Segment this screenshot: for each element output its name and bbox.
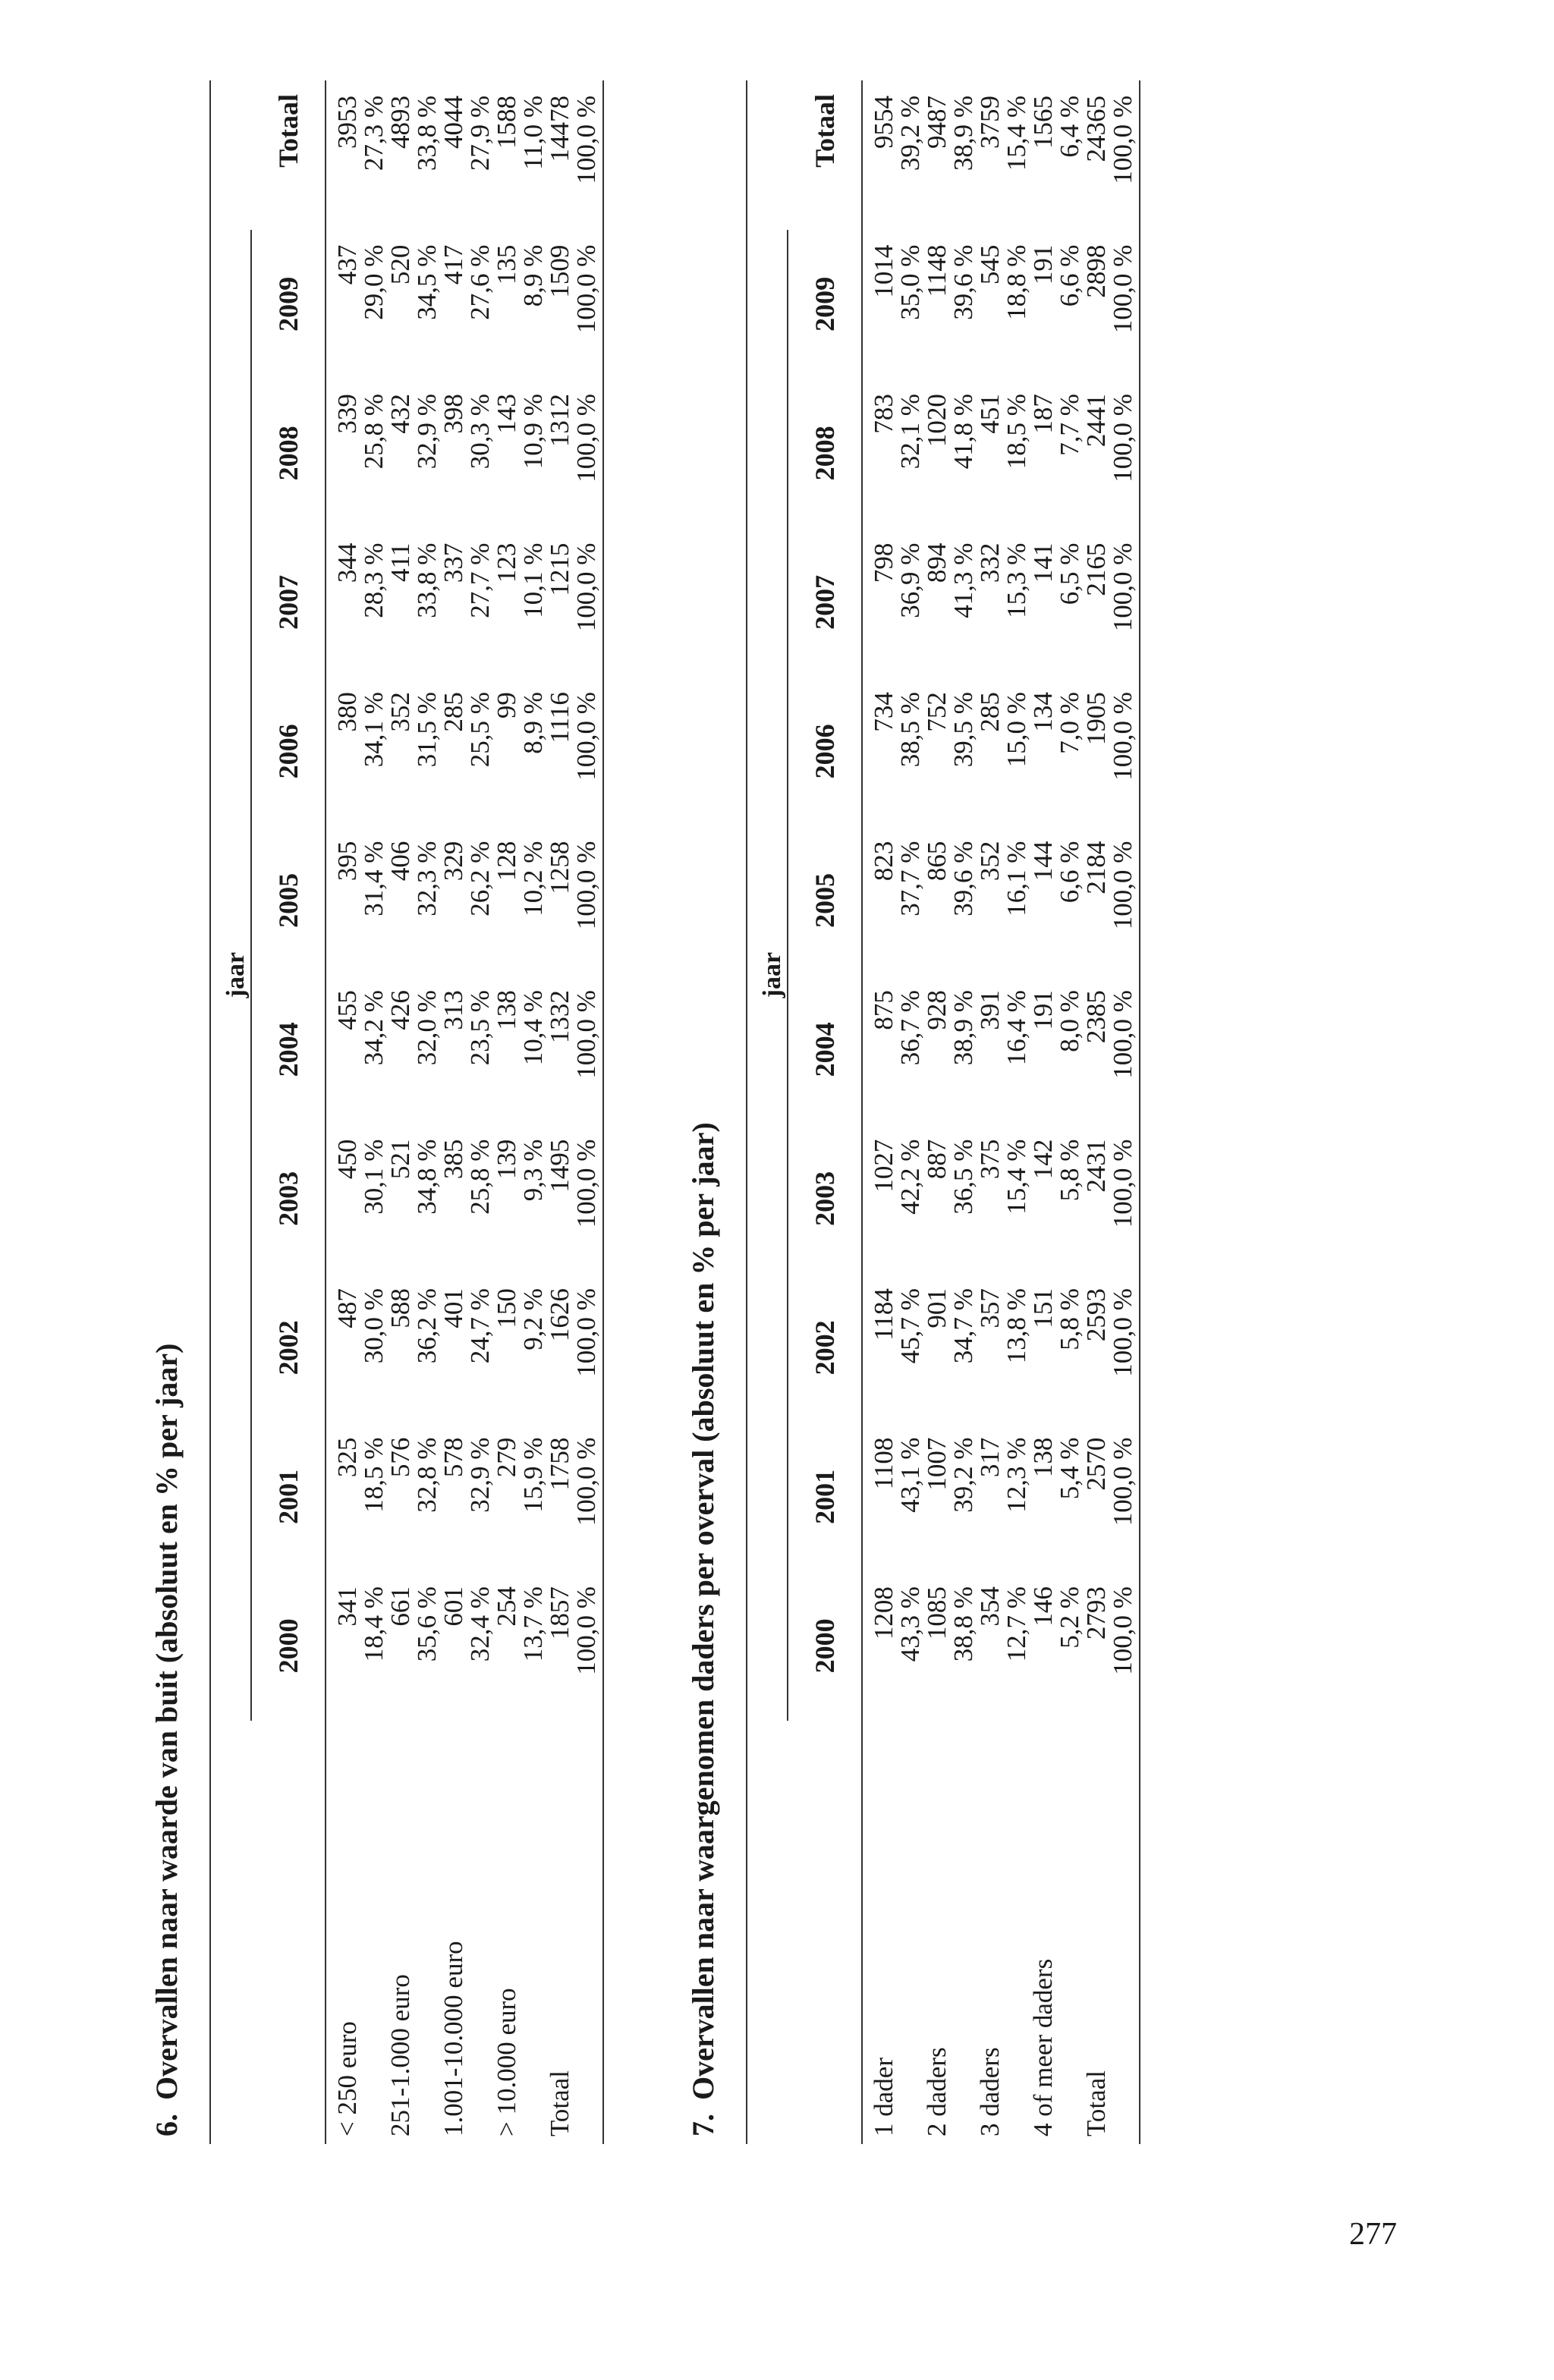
row-label: < 250 euro: [332, 2021, 362, 2136]
table-cell: 313: [439, 990, 468, 1030]
table-cell: 9487: [922, 96, 952, 149]
table-cell: 24365: [1081, 96, 1111, 162]
table-cell: 5,2 %: [1055, 1586, 1084, 1649]
table-row: [1083, 80, 1109, 2144]
col-header: 2000: [273, 1618, 304, 1674]
table-cell: 317: [975, 1437, 1005, 1478]
table-cell: 15,4 %: [1002, 1139, 1031, 1215]
table-cell: 100,0 %: [1109, 1571, 1140, 1721]
table-cell: 521: [385, 1139, 415, 1180]
table-row: [573, 80, 603, 2144]
table-cell: 123: [492, 542, 521, 583]
table-cell: 1116: [545, 692, 574, 744]
table-cell: 385: [439, 1139, 468, 1180]
table-cell: 6,4 %: [1055, 96, 1084, 158]
table-cell: 24,7 %: [465, 1288, 495, 1364]
col-header: 2005: [273, 872, 304, 928]
table-cell: 100,0 %: [1109, 379, 1140, 528]
table-cell: 1148: [922, 244, 952, 297]
table-cell: 100,0 %: [1109, 677, 1140, 826]
row-label: [1003, 1721, 1030, 2144]
table-cell: 6,6 %: [1055, 841, 1084, 904]
table-cell: 437: [332, 244, 362, 285]
table-cell: 138: [492, 990, 521, 1030]
table-cell: 254: [492, 1586, 521, 1627]
table-cell: 391: [975, 990, 1005, 1030]
table-cell: 894: [922, 542, 952, 583]
row-label: 1 dader: [869, 2058, 898, 2136]
col-header: 2002: [810, 1320, 840, 1375]
table-cell: 8,0 %: [1055, 990, 1084, 1052]
table-row: [870, 80, 897, 2144]
table-row: [1056, 80, 1083, 2144]
table7-body: [870, 80, 1140, 2144]
row-label: [414, 1721, 440, 2144]
table-row: [1109, 80, 1140, 2144]
table-cell: 798: [869, 542, 898, 583]
table-cell: 15,0 %: [1002, 692, 1031, 768]
table-row: [1030, 80, 1056, 2144]
table-cell: 398: [439, 394, 468, 434]
col-header: 2007: [810, 574, 840, 630]
table-cell: 25,5 %: [465, 692, 495, 768]
table-cell: 823: [869, 841, 898, 882]
table-cell: 30,3 %: [465, 394, 495, 470]
table7-number: 7.: [686, 2114, 720, 2136]
table-cell: 18,8 %: [1002, 244, 1031, 320]
table-cell: 27,3 %: [359, 96, 388, 171]
table-cell: 450: [332, 1139, 362, 1180]
table-cell: 2165: [1081, 542, 1111, 596]
table-cell: 578: [439, 1437, 468, 1478]
table-row: [1003, 80, 1030, 2144]
table-cell: 18,5 %: [359, 1437, 388, 1513]
table-cell: 14478: [545, 96, 574, 162]
table-cell: 32,8 %: [412, 1437, 442, 1513]
table-cell: 10,1 %: [518, 542, 548, 618]
table-cell: 30,1 %: [359, 1139, 388, 1215]
table-cell: 1758: [545, 1437, 574, 1491]
table-cell: 39,2 %: [895, 96, 925, 171]
col-header: 2009: [810, 276, 840, 332]
table-cell: 928: [922, 990, 952, 1030]
table-cell: 15,3 %: [1002, 542, 1031, 618]
table-cell: 27,9 %: [465, 96, 495, 171]
table-cell: 7,0 %: [1055, 692, 1084, 754]
table-cell: 38,9 %: [948, 96, 978, 171]
table-row: [387, 80, 414, 2144]
table-cell: 141: [1028, 542, 1058, 583]
table-cell: 150: [492, 1288, 521, 1328]
table-cell: 37,7 %: [895, 841, 925, 916]
row-label: [1109, 1721, 1140, 2144]
table-cell: 28,3 %: [359, 542, 388, 618]
table-cell: 16,1 %: [1002, 841, 1031, 916]
col-header: 2008: [810, 426, 840, 481]
table-cell: 417: [439, 244, 468, 285]
table-cell: 357: [975, 1288, 1005, 1328]
table-cell: 1007: [922, 1437, 952, 1491]
table-cell: 135: [492, 244, 521, 285]
table-cell: 100,0 %: [1109, 1124, 1140, 1274]
table-row: [520, 80, 546, 2144]
table-cell: 1258: [545, 841, 574, 894]
table-cell: 100,0 %: [1109, 230, 1140, 379]
table-cell: 8,9 %: [518, 692, 548, 754]
table-cell: 2431: [1081, 1139, 1111, 1193]
table6-jaar-header: jaar: [211, 230, 251, 1721]
table-cell: 9,3 %: [518, 1139, 548, 1202]
table-cell: 4893: [385, 96, 415, 149]
table-row: [977, 80, 1003, 2144]
table-cell: 100,0 %: [573, 1273, 603, 1423]
table-cell: 2793: [1081, 1586, 1111, 1640]
table-cell: 375: [975, 1139, 1005, 1180]
table-cell: 100,0 %: [1109, 826, 1140, 976]
table-cell: 187: [1028, 394, 1058, 434]
table7-header-row: [788, 80, 862, 2144]
table-cell: 661: [385, 1586, 415, 1627]
table-cell: 33,8 %: [412, 542, 442, 618]
table-cell: 31,4 %: [359, 841, 388, 916]
table-cell: 12,3 %: [1002, 1437, 1031, 1513]
table-cell: 36,9 %: [895, 542, 925, 618]
table6-block: [149, 80, 604, 2144]
table-cell: 138: [1028, 1437, 1058, 1478]
col-header: 2006: [810, 724, 840, 779]
table-cell: 329: [439, 841, 468, 882]
table-cell: 33,8 %: [412, 96, 442, 171]
row-label: [1056, 1721, 1083, 2144]
table-cell: 18,4 %: [359, 1586, 388, 1662]
table-cell: 151: [1028, 1288, 1058, 1328]
table-cell: 100,0 %: [573, 528, 603, 678]
table-cell: 39,2 %: [948, 1437, 978, 1513]
table-cell: 38,5 %: [895, 692, 925, 768]
col-header: 2003: [810, 1171, 840, 1226]
table-cell: 26,2 %: [465, 841, 495, 916]
table-cell: 100,0 %: [573, 80, 603, 230]
table-cell: 1027: [869, 1139, 898, 1193]
table-cell: 99: [492, 692, 521, 719]
table-cell: 100,0 %: [573, 975, 603, 1124]
table-cell: 2898: [1081, 244, 1111, 298]
table-cell: 100,0 %: [573, 230, 603, 379]
table-cell: 32,0 %: [412, 990, 442, 1066]
table-cell: 1495: [545, 1139, 574, 1193]
row-label: [950, 1721, 977, 2144]
table-cell: 1020: [922, 394, 952, 448]
table-cell: 3759: [975, 96, 1005, 149]
table-cell: 5,8 %: [1055, 1288, 1084, 1350]
table-cell: 752: [922, 692, 952, 732]
table-cell: 1215: [545, 542, 574, 596]
table-cell: 38,9 %: [948, 990, 978, 1066]
table-cell: 325: [332, 1437, 362, 1478]
table-cell: 426: [385, 990, 415, 1030]
table6-header-row: [251, 80, 326, 2144]
table-cell: 1312: [545, 394, 574, 448]
row-label: [897, 1721, 923, 2144]
table-cell: 32,3 %: [412, 841, 442, 916]
table7-block: [685, 80, 1140, 2144]
table-cell: 35,0 %: [895, 244, 925, 320]
row-label: 2 daders: [922, 2047, 952, 2136]
table-cell: 901: [922, 1288, 952, 1328]
table-cell: 1857: [545, 1586, 574, 1640]
table-cell: 43,3 %: [895, 1586, 925, 1662]
col-header: 2000: [810, 1618, 840, 1674]
table-cell: 35,6 %: [412, 1586, 442, 1662]
table-cell: 783: [869, 394, 898, 434]
row-label: 1.001-10.000 euro: [439, 1941, 468, 2136]
row-label: [360, 1721, 387, 2144]
table-cell: 8,9 %: [518, 244, 548, 307]
table-cell: 6,5 %: [1055, 542, 1084, 605]
table-cell: 139: [492, 1139, 521, 1180]
table-cell: 100,0 %: [573, 1124, 603, 1274]
row-label: Totaal: [1081, 2070, 1111, 2136]
table-cell: 144: [1028, 841, 1058, 882]
table-cell: 2385: [1081, 990, 1111, 1044]
table-cell: 146: [1028, 1586, 1058, 1627]
table-cell: 29,0 %: [359, 244, 388, 320]
table-cell: 12,7 %: [1002, 1586, 1031, 1662]
table-cell: 27,6 %: [465, 244, 495, 320]
table-cell: 337: [439, 542, 468, 583]
table-cell: 411: [385, 542, 415, 582]
table-cell: 38,8 %: [948, 1586, 978, 1662]
table-cell: 576: [385, 1437, 415, 1478]
table-cell: 25,8 %: [465, 1139, 495, 1215]
table-cell: 1014: [869, 244, 898, 298]
table-cell: 1565: [1028, 96, 1058, 149]
table-cell: 100,0 %: [573, 1571, 603, 1721]
table-cell: 1509: [545, 244, 574, 298]
table6-body: [334, 80, 603, 2144]
table-cell: 42,2 %: [895, 1139, 925, 1215]
row-label: Totaal: [545, 2070, 574, 2136]
table-row: [493, 80, 520, 2144]
table-cell: 100,0 %: [573, 677, 603, 826]
row-label: 3 daders: [975, 2047, 1005, 2136]
table7-jaar-header: jaar: [747, 230, 788, 1721]
table-cell: 39,5 %: [948, 692, 978, 768]
table-cell: 865: [922, 841, 952, 882]
table-row: [360, 80, 387, 2144]
table-cell: 100,0 %: [573, 826, 603, 976]
row-label: 4 of meer daders: [1028, 1958, 1058, 2136]
table-cell: 41,3 %: [948, 542, 978, 618]
table-cell: 887: [922, 1139, 952, 1180]
table-cell: 36,5 %: [948, 1139, 978, 1215]
table-cell: 401: [439, 1288, 468, 1328]
table-cell: 339: [332, 394, 362, 434]
table-cell: 2593: [1081, 1288, 1111, 1342]
table-cell: 332: [975, 542, 1005, 583]
table-cell: 1332: [545, 990, 574, 1044]
table-cell: 128: [492, 841, 521, 882]
table-cell: 734: [869, 692, 898, 732]
table6-title-text: Overvallen naar waarde van buit (absoluut en % per jaar): [149, 1343, 184, 2100]
table-cell: 45,7 %: [895, 1288, 925, 1364]
table-cell: 3953: [332, 96, 362, 149]
col-header: 2005: [810, 872, 840, 928]
table7-title-text: Overvallen naar waargenomen daders per overval (absoluut en % per jaar): [686, 1122, 720, 2100]
table-cell: 100,0 %: [573, 379, 603, 528]
table-cell: 875: [869, 990, 898, 1030]
table-cell: 1085: [922, 1586, 952, 1640]
table-cell: 100,0 %: [1109, 80, 1140, 230]
table-cell: 100,0 %: [1109, 975, 1140, 1124]
table-cell: 34,1 %: [359, 692, 388, 768]
table-cell: 34,2 %: [359, 990, 388, 1066]
table-cell: 36,2 %: [412, 1288, 442, 1364]
table-cell: 43,1 %: [895, 1437, 925, 1513]
row-label: [467, 1721, 493, 2144]
table-cell: 191: [1028, 990, 1058, 1030]
table-cell: 18,5 %: [1002, 394, 1031, 470]
table-cell: 352: [385, 692, 415, 732]
col-header: 2008: [273, 426, 304, 481]
col-header: 2003: [273, 1171, 304, 1226]
col-header-total: Totaal: [272, 94, 304, 168]
table-row: [897, 80, 923, 2144]
table-cell: 11,0 %: [518, 96, 548, 170]
row-label: 251-1.000 euro: [385, 1974, 415, 2136]
table-cell: 34,7 %: [948, 1288, 978, 1364]
table-cell: 406: [385, 841, 415, 882]
table-cell: 100,0 %: [573, 1423, 603, 1572]
col-header: 2009: [273, 276, 304, 332]
table-cell: 5,8 %: [1055, 1139, 1084, 1202]
table-cell: 191: [1028, 244, 1058, 285]
table-cell: 2570: [1081, 1437, 1111, 1491]
table-cell: 285: [975, 692, 1005, 732]
table-cell: 520: [385, 244, 415, 285]
table-cell: 1108: [869, 1437, 898, 1490]
table-cell: 23,5 %: [465, 990, 495, 1066]
table-cell: 279: [492, 1437, 521, 1478]
table-cell: 100,0 %: [1109, 1273, 1140, 1423]
table-cell: 1588: [492, 96, 521, 149]
row-label: [573, 1721, 603, 2144]
table-cell: 487: [332, 1288, 362, 1328]
table-cell: 354: [975, 1586, 1005, 1627]
col-header-total: Totaal: [809, 94, 840, 168]
table-cell: 30,0 %: [359, 1288, 388, 1364]
table-row: [414, 80, 440, 2144]
table-cell: 9554: [869, 96, 898, 149]
table-cell: 100,0 %: [1109, 528, 1140, 678]
col-header: 2007: [273, 574, 304, 630]
table-cell: 1184: [869, 1288, 898, 1341]
table-cell: 395: [332, 841, 362, 882]
table-cell: 134: [1028, 692, 1058, 732]
table-cell: 32,9 %: [412, 394, 442, 470]
table-cell: 15,4 %: [1002, 96, 1031, 171]
table-cell: 5,4 %: [1055, 1437, 1084, 1500]
row-label: [520, 1721, 546, 2144]
table-cell: 32,9 %: [465, 1437, 495, 1513]
table-cell: 32,1 %: [895, 394, 925, 470]
table-cell: 25,8 %: [359, 394, 388, 470]
table-row: [440, 80, 467, 2144]
table-cell: 341: [332, 1586, 362, 1627]
table-cell: 15,9 %: [518, 1437, 548, 1513]
table-cell: 1208: [869, 1586, 898, 1640]
table6-number: 6.: [149, 2114, 184, 2136]
table-cell: 1905: [1081, 692, 1111, 746]
table-cell: 2441: [1081, 394, 1111, 448]
col-header: 2002: [273, 1320, 304, 1375]
table6-title: [149, 80, 185, 2136]
table-cell: 380: [332, 692, 362, 732]
table-row: [950, 80, 977, 2144]
table-cell: 601: [439, 1586, 468, 1627]
table-cell: 432: [385, 394, 415, 434]
table-row: [546, 80, 573, 2144]
table-cell: 2184: [1081, 841, 1111, 894]
page-number: 277: [1349, 2217, 1397, 2252]
table-cell: 32,4 %: [465, 1586, 495, 1662]
table-cell: 16,4 %: [1002, 990, 1031, 1066]
table-cell: 31,5 %: [412, 692, 442, 768]
table-cell: 7,7 %: [1055, 394, 1084, 456]
table-cell: 13,8 %: [1002, 1288, 1031, 1364]
table-cell: 451: [975, 394, 1005, 434]
table-cell: 588: [385, 1288, 415, 1328]
col-header: 2001: [273, 1469, 304, 1524]
col-header: 2004: [810, 1022, 840, 1077]
table7-title: [685, 80, 722, 2136]
table-cell: 13,7 %: [518, 1586, 548, 1662]
table-cell: 39,6 %: [948, 841, 978, 916]
table-cell: 100,0 %: [1109, 1423, 1140, 1572]
table-cell: 455: [332, 990, 362, 1030]
table-cell: 4044: [439, 96, 468, 149]
table-cell: 9,2 %: [518, 1288, 548, 1350]
table-row: [467, 80, 493, 2144]
table-cell: 6,6 %: [1055, 244, 1084, 307]
row-label: > 10.000 euro: [492, 1988, 521, 2136]
table-cell: 143: [492, 394, 521, 434]
table-cell: 10,9 %: [518, 394, 548, 470]
table-cell: 34,5 %: [412, 244, 442, 320]
table-cell: 545: [975, 244, 1005, 285]
table-cell: 1626: [545, 1288, 574, 1342]
table-cell: 10,2 %: [518, 841, 548, 916]
table-cell: 41,8 %: [948, 394, 978, 470]
table-cell: 352: [975, 841, 1005, 882]
table-cell: 142: [1028, 1139, 1058, 1180]
table7: [746, 80, 1140, 2144]
table-cell: 27,7 %: [465, 542, 495, 618]
col-header: 2006: [273, 724, 304, 779]
table6: [209, 80, 604, 2144]
table-cell: 285: [439, 692, 468, 732]
table-row: [334, 80, 360, 2144]
table-cell: 34,8 %: [412, 1139, 442, 1215]
table-cell: 39,6 %: [948, 244, 978, 320]
col-header: 2004: [273, 1022, 304, 1077]
col-header: 2001: [810, 1469, 840, 1524]
table-row: [923, 80, 950, 2144]
table-cell: 10,4 %: [518, 990, 548, 1066]
table-cell: 36,7 %: [895, 990, 925, 1066]
table-cell: 344: [332, 542, 362, 583]
